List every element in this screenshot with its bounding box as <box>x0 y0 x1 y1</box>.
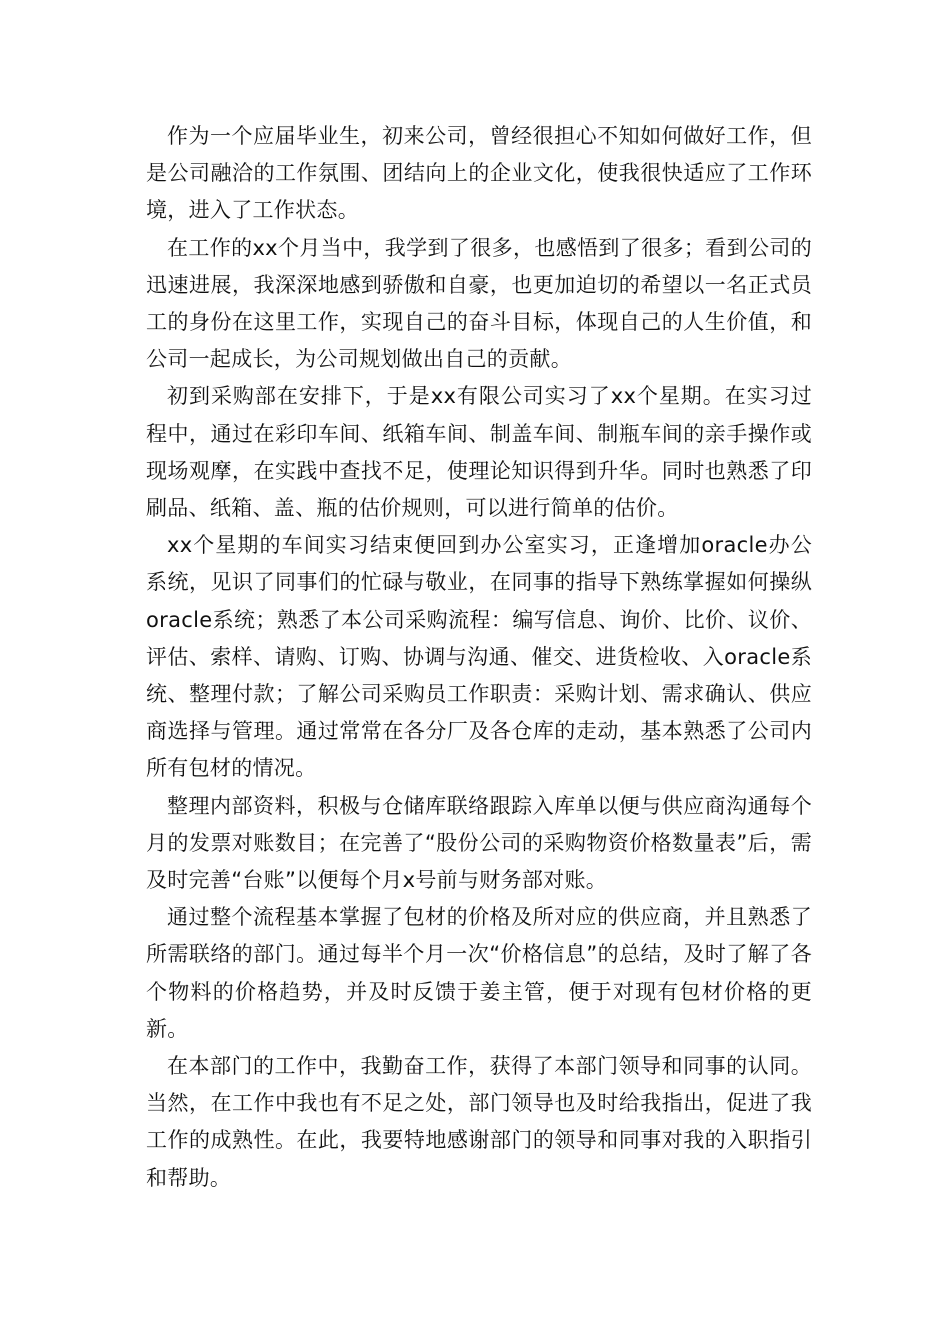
paragraph-7: 在本部门的工作中，我勤奋工作，获得了本部门领导和同事的认同。当然，在工作中我也有不足之处，部门领导也及时给我指出，促进了我工作的成熟性。在此，我要特地感谢部门的领导和同事对我的入职指引和帮助。 <box>146 1054 812 1190</box>
paragraph-1: 作为一个应届毕业生，初来公司，曾经很担心不知如何做好工作，但是公司融洽的工作氛围、团结向上的企业文化，使我很快适应了工作环境，进入了工作状态。 <box>146 124 812 223</box>
document-body <box>146 118 812 1197</box>
paragraph-6: 通过整个流程基本掌握了包材的价格及所对应的供应商，并且熟悉了所需联络的部门。通过每半个月一次“价格信息”的总结，及时了解了各个物料的价格趋势，并及时反馈于姜主管，便于对现有包材价格的更新。 <box>146 905 812 1041</box>
paragraph-2: 在工作的xx个月当中，我学到了很多，也感悟到了很多；看到公司的迅速进展，我深深地感到骄傲和自豪，也更加迫切的希望以一名正式员工的身份在这里工作，实现自己的奋斗目标，体现自己的人生价值，和公司一起成长，为公司规划做出自己的贡献。 <box>146 235 812 372</box>
paragraph-3: 初到采购部在安排下，于是xx有限公司实习了xx个星期。在实习过程中，通过在彩印车间、纸箱车间、制盖车间、制瓶车间的亲手操作或现场观摩，在实践中查找不足，使理论知识得到升华。同时也熟悉了印刷品、纸箱、盖、瓶的估价规则，可以进行简单的估价。 <box>146 384 812 521</box>
paragraph-4: xx个星期的车间实习结束便回到办公室实习，正逢增加oracle办公系统，见识了同事们的忙碌与敬业，在同事的指导下熟练掌握如何操纵oracle系统；熟悉了本公司采购流程：编写信息、询价、比价、议价、评估、索样、请购、订购、协调与沟通、催交、进货检收、入oracle系统、整理付款；了解公司采购员工作职责：采购计划、需求确认、供应商选择与管理。通过常常在各分厂及各仓库的走动，基本熟悉了公司内所有包材的情况。 <box>146 533 812 781</box>
paragraph-5: 整理内部资料，积极与仓储库联络跟踪入库单以便与供应商沟通每个月的发票对账数目；在完善了“股份公司的采购物资价格数量表”后，需及时完善“台账”以便每个月x号前与财务部对账。 <box>146 793 812 893</box>
